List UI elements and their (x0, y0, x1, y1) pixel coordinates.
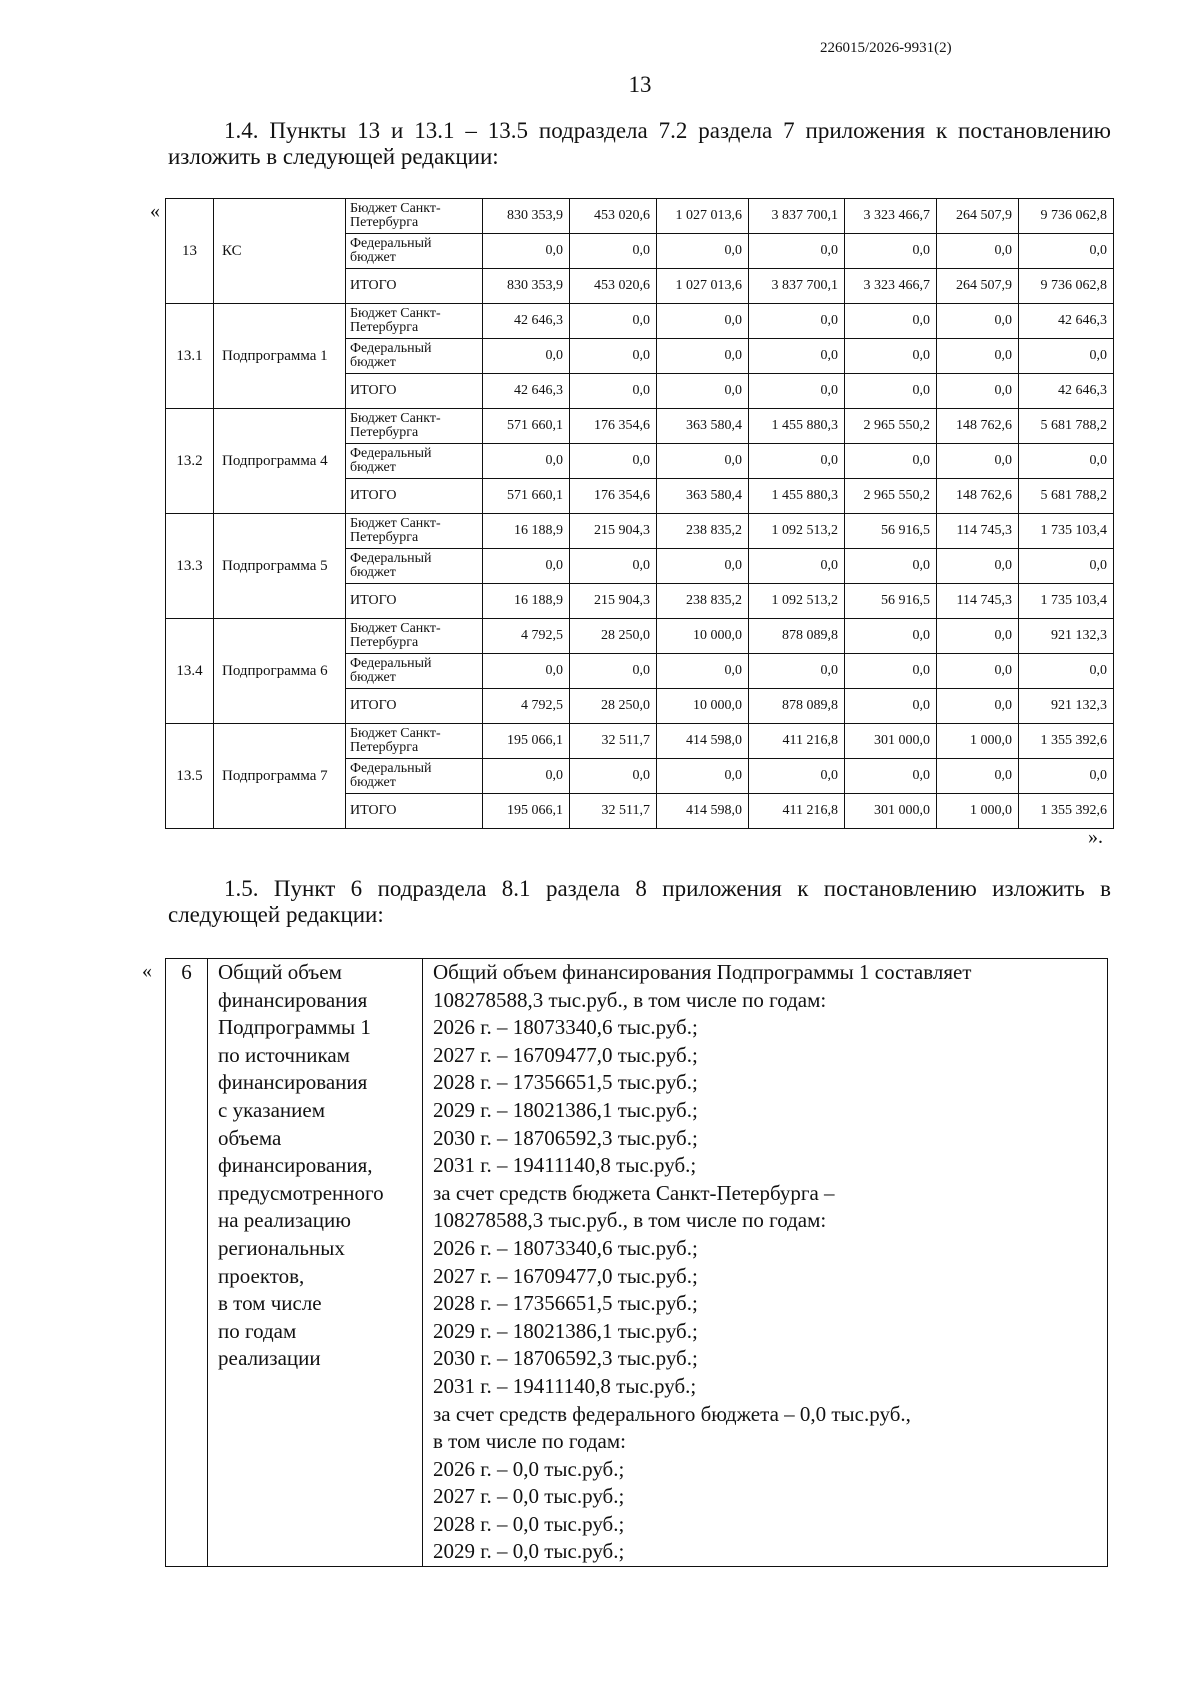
amount-cell: 4 792,5 (483, 619, 570, 654)
page-number: 13 (628, 72, 652, 97)
amount-cell: 0,0 (657, 759, 749, 794)
table-row (166, 409, 1114, 444)
quote-close-mark: ». (1088, 826, 1103, 848)
amount-cell: 10 000,0 (657, 619, 749, 654)
label-line: проектов, (218, 1263, 305, 1288)
row-program-name: Подпрограмма 7 (214, 724, 346, 829)
amount-cell: 215 904,3 (570, 514, 657, 549)
amount-cell: 0,0 (749, 444, 845, 479)
content-line: 2027 г. – 16709477,0 тыс.руб.; (433, 1263, 698, 1288)
content-line: 2029 г. – 0,0 тыс.руб.; (433, 1539, 625, 1564)
content-line: 2026 г. – 18073340,6 тыс.руб.; (433, 1015, 698, 1040)
table-row (166, 199, 1114, 234)
amount-cell: 411 216,8 (749, 724, 845, 759)
passport-item-label (208, 959, 423, 1567)
amount-cell: 1 735 103,4 (1019, 514, 1114, 549)
amount-cell: 0,0 (570, 234, 657, 269)
amount-cell: 0,0 (937, 444, 1019, 479)
funding-source-label: ИТОГО (346, 794, 483, 829)
funding-source-label: Федеральный бюджет (346, 549, 483, 584)
amount-cell: 1 092 513,2 (749, 584, 845, 619)
passport-row (166, 959, 1108, 1567)
amount-cell: 0,0 (570, 759, 657, 794)
funding-source-label: Федеральный бюджет (346, 339, 483, 374)
amount-cell: 0,0 (483, 339, 570, 374)
amount-cell: 16 188,9 (483, 584, 570, 619)
amount-cell: 215 904,3 (570, 584, 657, 619)
content-line: 2029 г. – 18021386,1 тыс.руб.; (433, 1097, 698, 1122)
amount-cell: 0,0 (657, 339, 749, 374)
amount-cell: 414 598,0 (657, 794, 749, 829)
funding-source-label: ИТОГО (346, 479, 483, 514)
row-program-name: Подпрограмма 6 (214, 619, 346, 724)
funding-source-label: ИТОГО (346, 269, 483, 304)
amount-cell: 0,0 (1019, 339, 1114, 374)
amount-cell: 301 000,0 (845, 794, 937, 829)
amount-cell: 0,0 (1019, 654, 1114, 689)
amount-cell: 32 511,7 (570, 724, 657, 759)
amount-cell: 0,0 (483, 234, 570, 269)
amount-cell: 1 355 392,6 (1019, 794, 1114, 829)
amount-cell: 0,0 (1019, 549, 1114, 584)
amount-cell: 56 916,5 (845, 584, 937, 619)
amount-cell: 238 835,2 (657, 584, 749, 619)
amount-cell: 1 000,0 (937, 724, 1019, 759)
label-line: финансирования (218, 1070, 368, 1095)
label-line: по источникам (218, 1042, 350, 1067)
amount-cell: 0,0 (657, 444, 749, 479)
content-line: 108278588,3 тыс.руб., в том числе по годам: (433, 1208, 827, 1233)
amount-cell: 0,0 (937, 759, 1019, 794)
amount-cell: 0,0 (845, 654, 937, 689)
amount-cell: 3 323 466,7 (845, 199, 937, 234)
label-line: по годам (218, 1318, 297, 1343)
amount-cell: 3 837 700,1 (749, 199, 845, 234)
funding-source-label: Федеральный бюджет (346, 654, 483, 689)
label-line: в том числе (218, 1291, 322, 1316)
amount-cell: 114 745,3 (937, 584, 1019, 619)
document-id: 226015/2026-9931(2) (820, 40, 952, 56)
funding-source-label: Бюджет Санкт-Петербурга (346, 199, 483, 234)
amount-cell: 195 066,1 (483, 724, 570, 759)
amount-cell: 0,0 (483, 654, 570, 689)
amount-cell: 0,0 (845, 444, 937, 479)
amount-cell: 878 089,8 (749, 619, 845, 654)
amount-cell: 0,0 (749, 549, 845, 584)
amount-cell: 921 132,3 (1019, 619, 1114, 654)
content-line: в том числе по годам: (433, 1429, 626, 1454)
amount-cell: 0,0 (570, 339, 657, 374)
amount-cell: 571 660,1 (483, 479, 570, 514)
amount-cell: 0,0 (749, 759, 845, 794)
label-line: реализации (218, 1346, 321, 1371)
amount-cell: 176 354,6 (570, 409, 657, 444)
amount-cell: 414 598,0 (657, 724, 749, 759)
content-line: 2028 г. – 0,0 тыс.руб.; (433, 1511, 625, 1536)
content-line: за счет средств федерального бюджета – 0,0 тыс.руб., (433, 1401, 911, 1426)
funding-source-label: Бюджет Санкт-Петербурга (346, 619, 483, 654)
amount-cell: 176 354,6 (570, 479, 657, 514)
amount-cell: 363 580,4 (657, 479, 749, 514)
amount-cell: 5 681 788,2 (1019, 409, 1114, 444)
amount-cell: 42 646,3 (1019, 304, 1114, 339)
content-line: 2026 г. – 0,0 тыс.руб.; (433, 1456, 625, 1481)
amount-cell: 0,0 (657, 234, 749, 269)
content-line: 2028 г. – 17356651,5 тыс.руб.; (433, 1070, 698, 1095)
row-number: 13.5 (166, 724, 214, 829)
table-row (166, 304, 1114, 339)
content-line: 2029 г. – 18021386,1 тыс.руб.; (433, 1318, 698, 1343)
row-number: 13.2 (166, 409, 214, 514)
funding-source-label: Федеральный бюджет (346, 234, 483, 269)
row-program-name: КС (214, 199, 346, 304)
amount-cell: 411 216,8 (749, 794, 845, 829)
content-line: 2026 г. – 18073340,6 тыс.руб.; (433, 1235, 698, 1260)
amount-cell: 0,0 (1019, 444, 1114, 479)
amount-cell: 0,0 (845, 234, 937, 269)
amount-cell: 0,0 (937, 304, 1019, 339)
amount-cell: 114 745,3 (937, 514, 1019, 549)
amount-cell: 56 916,5 (845, 514, 937, 549)
content-line: 2031 г. – 19411140,8 тыс.руб.; (433, 1153, 697, 1178)
amount-cell: 3 837 700,1 (749, 269, 845, 304)
table-row (166, 619, 1114, 654)
row-number: 13.3 (166, 514, 214, 619)
amount-cell: 1 027 013,6 (657, 269, 749, 304)
amount-cell: 2 965 550,2 (845, 409, 937, 444)
funding-source-label: ИТОГО (346, 374, 483, 409)
amount-cell: 16 188,9 (483, 514, 570, 549)
amount-cell: 0,0 (570, 654, 657, 689)
amount-cell: 9 736 062,8 (1019, 199, 1114, 234)
amount-cell: 571 660,1 (483, 409, 570, 444)
label-line: с указанием (218, 1097, 325, 1122)
amount-cell: 0,0 (1019, 759, 1114, 794)
amount-cell: 0,0 (937, 619, 1019, 654)
amount-cell: 0,0 (749, 339, 845, 374)
amount-cell: 9 736 062,8 (1019, 269, 1114, 304)
amount-cell: 148 762,6 (937, 409, 1019, 444)
amount-cell: 0,0 (845, 549, 937, 584)
amount-cell: 0,0 (1019, 234, 1114, 269)
amount-cell: 0,0 (657, 654, 749, 689)
amount-cell: 1 455 880,3 (749, 479, 845, 514)
amount-cell: 148 762,6 (937, 479, 1019, 514)
content-line: 108278588,3 тыс.руб., в том числе по годам: (433, 987, 827, 1012)
amount-cell: 453 020,6 (570, 199, 657, 234)
amount-cell: 0,0 (657, 304, 749, 339)
label-line: Подпрограммы 1 (218, 1015, 371, 1040)
paragraph-1-4: 1.4. Пункты 13 и 13.1 – 13.5 подраздела 7.2 раздела 7 приложения к постановлению изложить в следующей редакции: (168, 118, 1111, 169)
amount-cell: 28 250,0 (570, 619, 657, 654)
amount-cell: 830 353,9 (483, 269, 570, 304)
passport-item-content (423, 959, 1108, 1567)
table-row (166, 514, 1114, 549)
row-number: 13 (166, 199, 214, 304)
amount-cell: 264 507,9 (937, 199, 1019, 234)
amount-cell: 2 965 550,2 (845, 479, 937, 514)
amount-cell: 0,0 (657, 549, 749, 584)
amount-cell: 830 353,9 (483, 199, 570, 234)
row-number: 13.1 (166, 304, 214, 409)
content-line: 2028 г. – 17356651,5 тыс.руб.; (433, 1291, 698, 1316)
amount-cell: 264 507,9 (937, 269, 1019, 304)
amount-cell: 0,0 (937, 339, 1019, 374)
amount-cell: 0,0 (749, 654, 845, 689)
amount-cell: 0,0 (570, 549, 657, 584)
amount-cell: 4 792,5 (483, 689, 570, 724)
content-line: за счет средств бюджета Санкт-Петербурга – (433, 1180, 835, 1205)
amount-cell: 10 000,0 (657, 689, 749, 724)
amount-cell: 0,0 (570, 444, 657, 479)
amount-cell: 453 020,6 (570, 269, 657, 304)
amount-cell: 0,0 (845, 689, 937, 724)
amount-cell: 238 835,2 (657, 514, 749, 549)
amount-cell: 42 646,3 (483, 304, 570, 339)
amount-cell: 921 132,3 (1019, 689, 1114, 724)
amount-cell: 1 027 013,6 (657, 199, 749, 234)
amount-cell: 0,0 (937, 234, 1019, 269)
funding-source-label: ИТОГО (346, 689, 483, 724)
content-line: 2031 г. – 19411140,8 тыс.руб.; (433, 1373, 697, 1398)
amount-cell: 0,0 (937, 654, 1019, 689)
funding-source-label: ИТОГО (346, 584, 483, 619)
amount-cell: 0,0 (483, 549, 570, 584)
paragraph-1-5: 1.5. Пункт 6 подраздела 8.1 раздела 8 приложения к постановлению изложить в следующей редакции: (168, 876, 1111, 927)
amount-cell: 0,0 (937, 374, 1019, 409)
financing-table (165, 198, 1114, 829)
content-line: 2030 г. – 18706592,3 тыс.руб.; (433, 1125, 698, 1150)
amount-cell: 878 089,8 (749, 689, 845, 724)
amount-cell: 42 646,3 (1019, 374, 1114, 409)
amount-cell: 0,0 (749, 304, 845, 339)
row-program-name: Подпрограмма 5 (214, 514, 346, 619)
row-number: 13.4 (166, 619, 214, 724)
funding-source-label: Бюджет Санкт-Петербурга (346, 514, 483, 549)
amount-cell: 195 066,1 (483, 794, 570, 829)
amount-cell: 363 580,4 (657, 409, 749, 444)
amount-cell: 1 355 392,6 (1019, 724, 1114, 759)
amount-cell: 0,0 (749, 374, 845, 409)
amount-cell: 3 323 466,7 (845, 269, 937, 304)
label-line: Общий объем (218, 960, 342, 984)
funding-source-label: Бюджет Санкт-Петербурга (346, 304, 483, 339)
amount-cell: 0,0 (657, 374, 749, 409)
funding-source-label: Бюджет Санкт-Петербурга (346, 724, 483, 759)
amount-cell: 32 511,7 (570, 794, 657, 829)
content-line: 2027 г. – 0,0 тыс.руб.; (433, 1484, 625, 1509)
funding-source-label: Федеральный бюджет (346, 759, 483, 794)
funding-source-label: Федеральный бюджет (346, 444, 483, 479)
content-line: Общий объем финансирования Подпрограммы 1 составляет (433, 960, 972, 984)
content-line: 2027 г. – 16709477,0 тыс.руб.; (433, 1042, 698, 1067)
amount-cell: 5 681 788,2 (1019, 479, 1114, 514)
amount-cell: 301 000,0 (845, 724, 937, 759)
amount-cell: 0,0 (845, 759, 937, 794)
amount-cell: 0,0 (845, 374, 937, 409)
quote-open-mark-2: « (142, 960, 152, 982)
row-program-name: Подпрограмма 1 (214, 304, 346, 409)
row-program-name: Подпрограмма 4 (214, 409, 346, 514)
amount-cell: 0,0 (845, 304, 937, 339)
amount-cell: 0,0 (937, 549, 1019, 584)
amount-cell: 0,0 (749, 234, 845, 269)
label-line: финансирования, (218, 1153, 373, 1178)
amount-cell: 28 250,0 (570, 689, 657, 724)
label-line: региональных (218, 1235, 345, 1260)
amount-cell: 1 092 513,2 (749, 514, 845, 549)
amount-cell: 0,0 (483, 759, 570, 794)
label-line: предусмотренного (218, 1180, 384, 1205)
amount-cell: 1 000,0 (937, 794, 1019, 829)
table-row (166, 724, 1114, 759)
amount-cell: 1 455 880,3 (749, 409, 845, 444)
funding-source-label: Бюджет Санкт-Петербурга (346, 409, 483, 444)
amount-cell: 1 735 103,4 (1019, 584, 1114, 619)
amount-cell: 0,0 (570, 304, 657, 339)
content-line: 2030 г. – 18706592,3 тыс.руб.; (433, 1346, 698, 1371)
quote-open-mark: « (150, 200, 160, 222)
amount-cell: 0,0 (483, 444, 570, 479)
label-line: объема (218, 1125, 282, 1150)
label-line: финансирования (218, 987, 368, 1012)
amount-cell: 0,0 (570, 374, 657, 409)
amount-cell: 0,0 (937, 689, 1019, 724)
passport-item-number: 6 (166, 959, 208, 1567)
amount-cell: 0,0 (845, 339, 937, 374)
label-line: на реализацию (218, 1208, 351, 1233)
amount-cell: 42 646,3 (483, 374, 570, 409)
passport-table (165, 958, 1108, 1567)
amount-cell: 0,0 (845, 619, 937, 654)
